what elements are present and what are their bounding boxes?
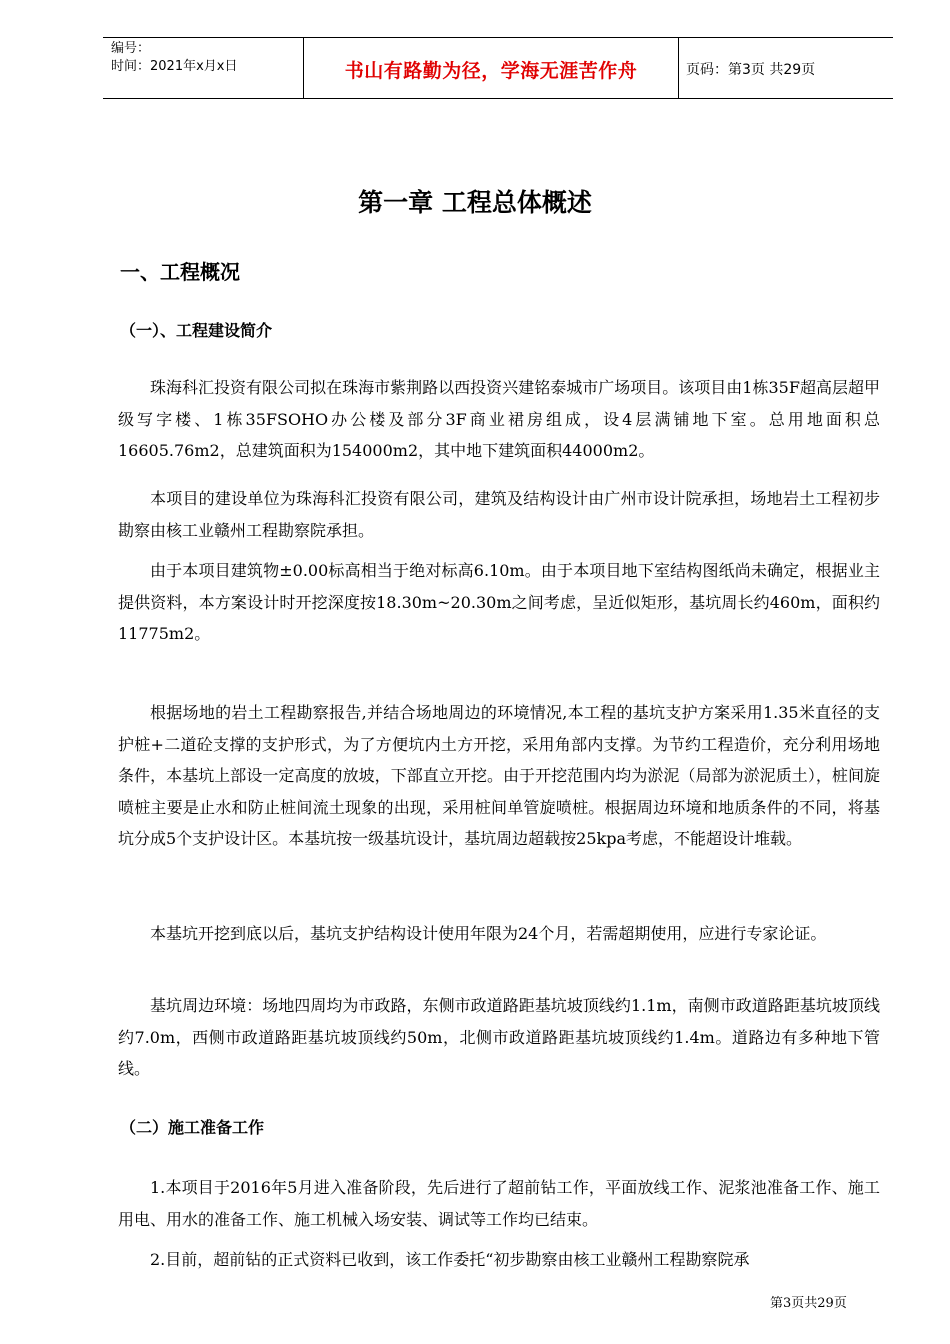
paragraph: 珠海科汇投资有限公司拟在珠海市紫荆路以西投资兴建铭泰城市广场项目。该项目由1栋35F超高层超甲级写字楼、1栋35FSOHO办公楼及部分3F商业裙房组成，设4层满铺地下室。总用地面积总16605.76m2，总建筑面积为154000m2，其中地下建筑面积44000m2。 bbox=[118, 378, 880, 460]
header-motto: 书山有路勤为径，学海无涯苦作舟 bbox=[344, 60, 638, 82]
header-page-cell bbox=[678, 38, 893, 98]
paragraph: 本项目的建设单位为珠海科汇投资有限公司，建筑及结构设计由广州市设计院承担，场地岩土工程初步勘察由核工业赣州工程勘察院承担。 bbox=[118, 489, 880, 540]
section-title: 一、工程概况 bbox=[120, 260, 240, 284]
page-header bbox=[103, 37, 893, 99]
paragraph: 由于本项目建筑物±0.00标高相当于绝对标高6.10m。由于本项目地下室结构图纸尚未确定，根据业主提供资料，本方案设计时开挖深度按18.30m~20.30m之间考虑，呈近似矩形，基坑周长约460m，面积约11775m2。 bbox=[118, 561, 880, 643]
header-page-info: 页码：第3页 共29页 bbox=[686, 62, 816, 78]
header-meta bbox=[103, 38, 303, 98]
paragraph: 1.本项目于2016年5月进入准备阶段，先后进行了超前钻工作，平面放线工作、泥浆池准备工作、施工用电、用水的准备工作、施工机械入场安装、调试等工作均已结束。 bbox=[118, 1178, 880, 1229]
paragraph: 根据场地的岩土工程勘察报告,并结合场地周边的环境情况,本工程的基坑支护方案采用1.35米直径的支护桩+二道砼支撑的支护形式，为了方便坑内土方开挖，采用角部内支撑。为节约工程造价，充分利用场地条件，本基坑上部设一定高度的放坡，下部直立开挖。由于开挖范围内均为淤泥（局部为淤泥质土），桩间旋喷桩主要是止水和防止桩间流土现象的出现，采用桩间单管旋喷桩。根据周边环境和地质条件的不同，将基坑分成5个支护设计区。本基坑按一级基坑设计，基坑周边超载按25kpa考虑，不能超设计堆载。 bbox=[118, 703, 880, 848]
header-motto-cell bbox=[303, 38, 679, 98]
paragraph: 基坑周边环境：场地四周均为市政路，东侧市政道路距基坑坡顶线约1.1m，南侧市政道路距基坑坡顶线约7.0m，西侧市政道路距基坑坡顶线约50m，北侧市政道路距基坑坡顶线约1.4m。道路边有多种地下管线。 bbox=[118, 996, 880, 1078]
subsection-title-2: （二）施工准备工作 bbox=[120, 1118, 265, 1137]
page-footer: 第3页共29页 bbox=[770, 1296, 847, 1311]
paragraph: 本基坑开挖到底以后，基坑支护结构设计使用年限为24个月，若需超期使用，应进行专家论证。 bbox=[150, 924, 827, 943]
paragraph: 2.目前，超前钻的正式资料已收到，该工作委托“初步勘察由核工业赣州工程勘察院承 bbox=[150, 1250, 750, 1269]
subsection-title-1: （一）、工程建设简介 bbox=[120, 321, 273, 340]
header-time-label: 时间：2021年x月x日 bbox=[111, 59, 238, 74]
chapter-title: 第一章 工程总体概述 bbox=[358, 188, 592, 217]
header-number-label: 编号： bbox=[111, 41, 151, 56]
